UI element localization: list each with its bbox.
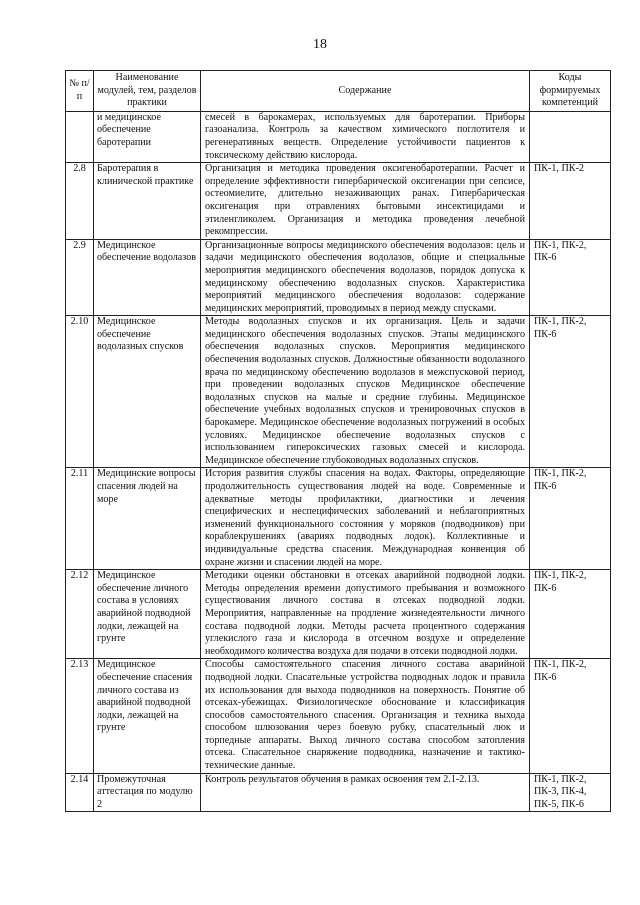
- row-content: Контроль результатов обучения в рамках освоения тем 2.1-2.13.: [201, 773, 530, 812]
- row-codes: ПК-1, ПК-2, ПК-6: [530, 239, 611, 316]
- row-num: 2.12: [66, 570, 94, 659]
- header-num: № п/п: [66, 71, 94, 112]
- row-codes: [530, 111, 611, 162]
- row-num: 2.13: [66, 659, 94, 773]
- row-num: 2.9: [66, 239, 94, 316]
- table-row: [66, 773, 611, 812]
- row-content: Способы самостоятельного спасения личного состава аварийной подводной лодки. Спасательные устройства подводных лодок и правила их использования для выхода подводников на поверхность. Понятие об отсеках-убежищах. Физиологическое обоснование и классификация способов самостоятельного спасения. Организация и техника выхода способом шлюзования через боевую рубку, спасательный люк и торпедные аппараты. Выход личного состава способом затопления отсека. Спасательное снаряжение подводника, назначение и тактико-технические данные.: [201, 659, 530, 773]
- row-name: Медицинское обеспечение спасения личного состава из аварийной подводной лодки, лежащей на грунте: [94, 659, 201, 773]
- row-codes: ПК-1, ПК-2: [530, 163, 611, 240]
- row-name: Промежуточная аттестация по модулю 2: [94, 773, 201, 812]
- row-content: Организация и методика проведения оксигенобаротерапии. Расчет и определение эффективности гипербарической оксигенации при сепсисе, остеомиелите, длительно незаживающих ранах. Гипербарическая оксигенация при отравлениях бытовыми инсектицидами и этиленгликолем. Организация и методика проведения лечебной рекомпрессии.: [201, 163, 530, 240]
- table-row: [66, 239, 611, 316]
- row-num: 2.10: [66, 316, 94, 468]
- row-num: 2.14: [66, 773, 94, 812]
- header-content: Содержание: [201, 71, 530, 112]
- table-row: [66, 468, 611, 570]
- header-codes: Коды формируемых компетенций: [530, 71, 611, 112]
- page-number: 18: [313, 37, 327, 52]
- row-name: и медицинское обеспечение баротерапии: [94, 111, 201, 162]
- table-header-row: [66, 71, 611, 112]
- curriculum-table: [65, 70, 611, 812]
- row-name: Медицинское обеспечение водолазов: [94, 239, 201, 316]
- table-row: [66, 111, 611, 162]
- row-codes: ПК-1, ПК-2, ПК-6: [530, 659, 611, 773]
- row-name: Медицинское обеспечение водолазных спусков: [94, 316, 201, 468]
- table-row: [66, 570, 611, 659]
- row-num: 2.11: [66, 468, 94, 570]
- table-row: [66, 163, 611, 240]
- table-row: [66, 316, 611, 468]
- row-num: 2.8: [66, 163, 94, 240]
- table-row: [66, 659, 611, 773]
- row-codes: ПК-1, ПК-2, ПК-6: [530, 468, 611, 570]
- row-content: Методики оценки обстановки в отсеках аварийной подводной лодки. Методы определения времени допустимого пребывания и возможного существования личного состава в отсеках подводной лодки. Мероприятия, направленные на продление жизнедеятельности личного состава подводной лодки. Методы расчета процентного содержания углекислого газа и кислорода в отсечном воздухе и определение необходимого количества воздуха для подачи в отсеки подводной лодки.: [201, 570, 530, 659]
- row-name: Медицинское обеспечение личного состава в условиях аварийной подводной лодки, лежащей на грунте: [94, 570, 201, 659]
- row-num: [66, 111, 94, 162]
- row-codes: ПК-1, ПК-2, ПК-6: [530, 316, 611, 468]
- row-codes: ПК-1, ПК-2, ПК-3, ПК-4, ПК-5, ПК-6: [530, 773, 611, 812]
- row-name: Медицинские вопросы спасения людей на море: [94, 468, 201, 570]
- row-codes: ПК-1, ПК-2, ПК-6: [530, 570, 611, 659]
- row-content: История развития службы спасения на водах. Факторы, определяющие продолжительность существования людей на воде. Современные и адекватные методы профилактики, диагностики и лечения специфических и неспецифических заболеваний и неблагоприятных изменений функционального состояния у моряков (подводников) при кораблекрушениях (авариях подводных лодок). Коллективные и индивидуальные средства спасения. Международная конвенция об охране жизни и спасении людей на море.: [201, 468, 530, 570]
- row-content: смесей в барокамерах, используемых для баротерапии. Приборы газоанализа. Контроль за качеством химического поглотителя и регенеративных веществ. Определение устойчивости пациентов к токсическому действию кислорода.: [201, 111, 530, 162]
- row-name: Баротерапия в клинической практике: [94, 163, 201, 240]
- row-content: Организационные вопросы медицинского обеспечения водолазов: цель и задачи медицинского обеспечения водолазов, общие и специальные мероприятия медицинского обеспечения водолазов, порядок допуска к медицинскому обеспечению водолазных спусков. Характеристика мероприятий медицинского обеспечения водолазов: содержание медицинских мероприятий, проводимых в период между спусками.: [201, 239, 530, 316]
- row-content: Методы водолазных спусков и их организация. Цель и задачи медицинского обеспечения водолазных спусков. Этапы медицинского обеспечения водолазных спусков. Мероприятия медицинского обеспечения водолазных спусков. Должностные обязанности водолазного врача по медицинскому обеспечению водолазов в межспусковой период, при проведении водолазных спусков Медицинское обеспечение водолазных спусков на малые и средние глубины. Медицинское обеспечение учебных водолазных спусков и тренировочных спусков в барокамере. Медицинское обеспечение водолазных погружений в особых условиях. Медицинское обеспечение водолазных спусков с использованием гипероксических газовых смесей и кислорода. Медицинское обеспечение глубоководных водолазных спусков.: [201, 316, 530, 468]
- header-name: Наименование модулей, тем, разделов практики: [94, 71, 201, 112]
